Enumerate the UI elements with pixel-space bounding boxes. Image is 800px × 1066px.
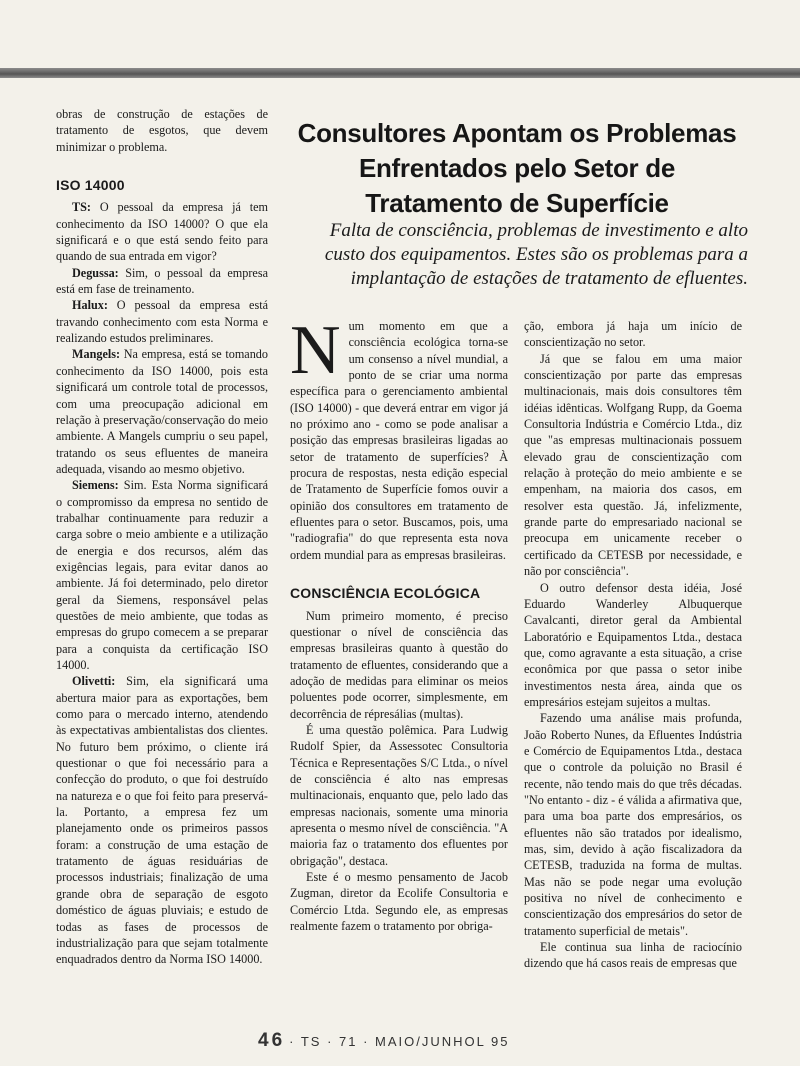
interview-entries (56, 199, 268, 967)
speaker-label: Mangels: (72, 347, 121, 362)
speaker-label: Degussa: (72, 265, 119, 280)
answer-text: Sim, o pessoal da empresa está em fase de treinamento. (56, 265, 268, 297)
body-paragraph: É uma questão polêmica. Para Ludwig Rudolf Spier, da Assessotec Consultoria Técnica e Representações S/C Ltda., o nível de consciência é alto nas empresas multinacionais, enquanto que, pelo lado das empresas nacionais, somente uma minoria apresenta o mesmo nível de consciência. "A maioria faz o tratamento dos efluentes por obrigação", destaca. (290, 722, 508, 868)
top-rule (0, 68, 800, 78)
speaker-label: Olivetti: (72, 674, 116, 689)
footer-info: · TS · 71 · MAIO/JUNHOL 95 (289, 1034, 510, 1049)
interview-entry (56, 673, 268, 967)
interview-entry (56, 477, 268, 673)
middle-column (290, 312, 508, 934)
opening-text: um momento em que a consciência ecológica torna-se um consenso a nível mundial, a ponto de se criar uma norma específica para o gerenciamento ambiental (ISO 14000) - que deverá entrar em vigor já no próximo ano - como se pode analisar a posição das empresas brasileiras ligadas ao setor de tratamento de superfícies? À procura de respostas, nesta edição especial de Tratamento de Superfície fomos ouvir a opinião dos consultores em tratamento de efluentes para o setor. Buscamos, pois, uma "radiografia" do que representa esta nova ordem mundial para as empresas brasileiras. (290, 319, 508, 562)
iso-heading: ISO 14000 (56, 177, 125, 194)
body-paragraph: Este é o mesmo pensamento de Jacob Zugman, diretor da Ecolife Consultoria e Comércio Ltda. Segundo ele, as empresas realmente fazem o tratamento por obriga- (290, 870, 508, 934)
answer-text: O pessoal da empresa já tem conhecimento da ISO 14000? O que ela significará e o que está sendo feito para quando de sua entrada em vigor? (56, 200, 268, 264)
interview-entry (56, 346, 268, 477)
answer-text: Sim, ela significará uma abertura maior para as exportações, bem como para o mercado interno, atendendo às expectativas ambientalistas dos clientes. No futuro bem próximo, o cliente irá questionar o que foi necessário para a confecção do produto, o que foi destruído na natureza e o que foi feito para preservá-la. Portanto, a empresa fez um planejamento onde os primeiros passos foram: a construção de uma estação de tratamento de águas residuárias de processos industriais; finalização de uma grande obra de separação de esgoto doméstico de águas pluviais; e estudo de todas as fases de processos de industrialização para que sejam totalmente enquadrados dentro da Norma ISO 14000. (56, 674, 268, 967)
answer-text: Na empresa, está se tomando conhecimento da ISO 14000, pois esta significará um controle total de processos, com uma preocupação adicional em relação à preservação/conservação do meio ambiente. A Mangels cumpriu o seu papel, tratando os seus efluentes de maneira adequada, visando ao mesmo objetivo. (56, 347, 268, 476)
page-footer (258, 1030, 509, 1052)
body-paragraph: Ele continua sua linha de raciocínio dizendo que há casos reais de empresas que (524, 940, 742, 971)
interview-entry (56, 199, 268, 264)
answer-text: O pessoal da empresa está travando conhecimento com esta Norma e realizando estudos preliminares. (56, 298, 268, 346)
body-paragraph: Num primeiro momento, é preciso questionar o nível de consciência das empresas brasileiras quanto à questão do tratamento de efluentes, considerando que a adoção de medidas para eliminar os meios poluentes pode ocorrer, simplesmente, em decorrência de répresálias (multas). (290, 608, 508, 721)
body-paragraph: O outro defensor desta idéia, José Eduardo Wanderley Albuquerque Cavalcanti, diretor geral da Ambiental Laboratório e Equipamentos Ltda., destaca que, como agravante a esta situação, a crise econômica por que passa o setor inibe investimentos nesta área, ainda que os empresários estejam sujeitos a multas. (524, 580, 742, 709)
article-deck: Falta de consciência, problemas de investimento e alto custo dos equipamentos. Estes são os problemas para a implantação de estações de tratamento de efluentes. (324, 220, 748, 289)
drop-cap: N (290, 312, 341, 389)
section-heading: CONSCIÊNCIA ECOLÓGICA (290, 585, 481, 602)
article-title: Consultores Apontam os Problemas Enfrentados pelo Setor de Tratamento de Superfície (297, 118, 737, 218)
speaker-label: TS: (72, 200, 91, 215)
body-paragraph: ção, embora já haja um início de conscientização no setor. (524, 319, 742, 350)
interview-entry (56, 297, 268, 346)
speaker-label: Halux: (72, 298, 108, 313)
right-column (524, 318, 742, 972)
body-paragraph: Já que se falou em uma maior conscientização por parte das empresas multinacionais, mais dois consultores têm idéias idênticas. Wolfgang Rupp, da Goema Consultoria Indústria e Comércio Ltda., diz que "as empresas multinacionais possuem elevado grau de conscientização com relação à proteção do meio ambiente e se empenham, na maioria dos casos, em resolver esta questão. Já, infelizmente, grande parte do empresariado nacional se preocupa em unicamente receber o certificado da CETESB por necessidade, e não por consciência". (524, 351, 742, 579)
left-column (56, 106, 268, 968)
opening-paragraph (290, 312, 508, 563)
page-number: 46 (258, 1030, 286, 1051)
body-paragraph: Fazendo uma análise mais profunda, João Roberto Nunes, da Efluentes Indústria e Comércio de Equipamentos Ltda., destaca que o controle da poluição no Brasil é recente, não tendo mais do que três décadas. "No entanto - diz - é válida a afirmativa que, para uma boa parte dos empresários, os efluentes não são tratados por idealismo, mas, sim, devido à ação fiscalizadora da CETESB, traduzida na forma de multas. Mas não se pode negar uma evolução positiva no nível de conhecimento e conscientização dos empresários do setor de tratamento superficial de metais". (524, 711, 742, 938)
answer-text: Sim. Esta Norma significará o compromisso da empresa no sentido de trabalhar continuamente para reduzir a carga sobre o meio ambiente e a utilização de energia e dos recursos, além das exigências legais, para evitar danos ao ambiente. Já foi determinado, pelo diretor geral da Siemens, responsável pelas questões de meio ambiente, que todas as empresas do grupo comecem a se preparar para a conquista da certificação ISO 14000. (56, 478, 268, 672)
interview-entry (56, 265, 268, 298)
left-intro: obras de construção de estações de tratamento de esgotos, que devem minimizar o problema. (56, 107, 268, 154)
speaker-label: Siemens: (72, 478, 119, 493)
